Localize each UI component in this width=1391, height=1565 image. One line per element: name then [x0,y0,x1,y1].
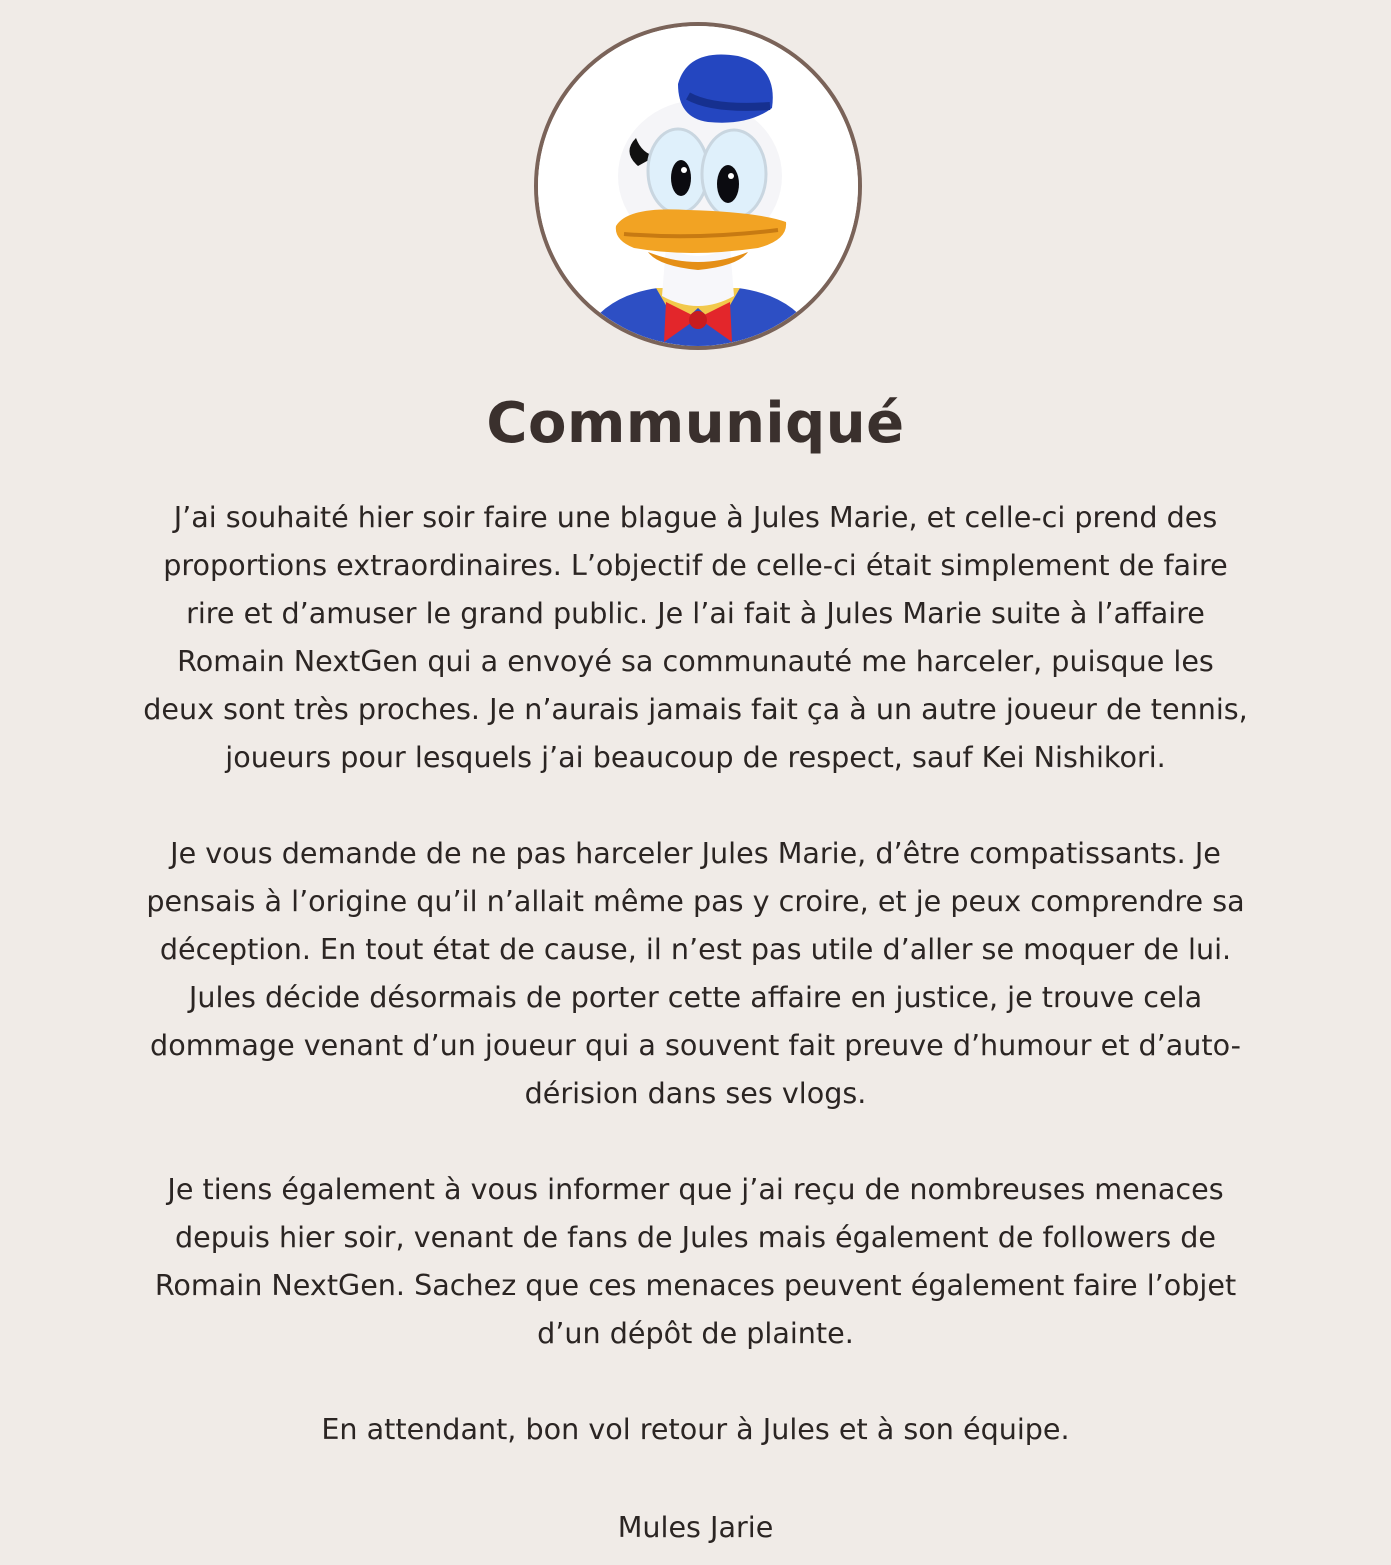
paragraph-4: En attendant, bon vol retour à Jules et à son équipe. [321,1412,1070,1446]
page-title: Communiqué [486,391,905,456]
avatar [534,22,862,350]
paragraph-3: Je tiens également à vous informer que j’ai reçu de nombreuses menaces depuis hier soir, venant de fans de Jules mais également de followers de Romain NextGen. Sachez que ces menaces peuvent également faire l’objet d’un dépôt de plainte. [154,1172,1237,1350]
paragraph-1: J’ai souhaité hier soir faire une blague à Jules Marie, et celle-ci prend des proportions extraordinaires. L’objectif de celle-ci était simplement de faire rire et d’amuser le grand public. Je l’ai fait à Jules Marie suite à l’affaire Romain NextGen qui a envoyé sa communauté me harceler, puisque les deux sont très proches. Je n’aurais jamais fait ça à un autre joueur de tennis, joueurs pour lesquels j’ai beaucoup de respect, sauf Kei Nishikori. [143,500,1248,774]
duck-cartoon-avatar-icon [538,26,858,346]
signature: Mules Jarie [617,1510,774,1544]
paragraph-2: Je vous demande de ne pas harceler Jules Marie, d’être compatissants. Je pensais à l’origine qu’il n’allait même pas y croire, et je peux comprendre sa déception. En tout état de cause, il n’est pas utile d’aller se moquer de lui. Jules décide désormais de porter cette affaire en justice, je trouve cela dommage venant d’un joueur qui a souvent fait preuve d’humour et d’auto- dérision dans ses vlogs. [146,836,1245,1110]
statement-body [40,493,1351,1453]
